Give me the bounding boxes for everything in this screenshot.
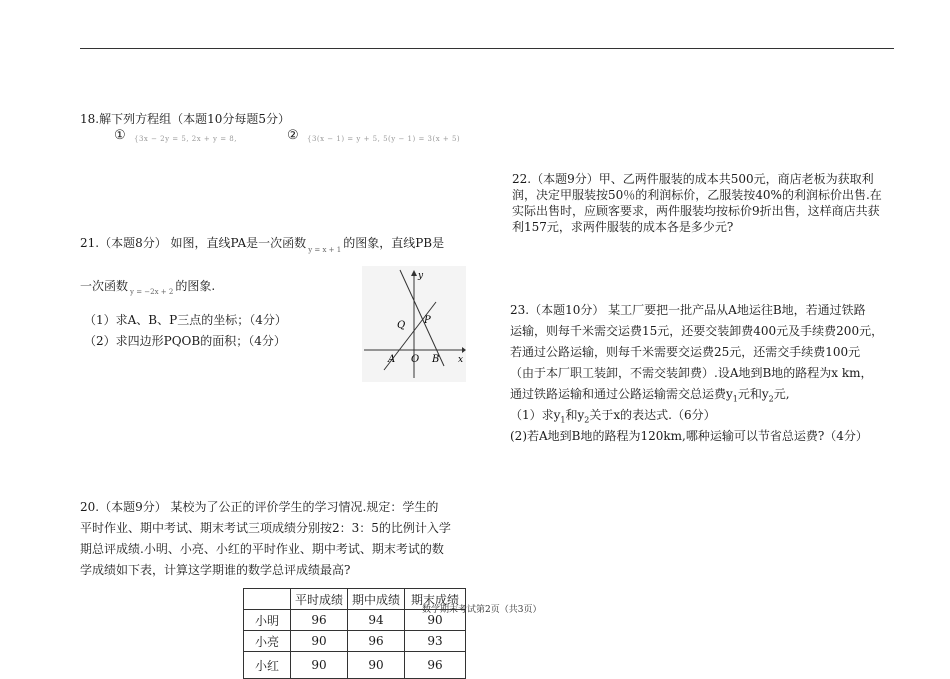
graph-point-a: A (388, 354, 396, 365)
q21-text-1a: 21.（本题8分） 如图，直线PA是一次函数 (80, 236, 307, 250)
table-cell: 小明 (244, 610, 291, 631)
q21-line-1 (80, 234, 445, 254)
page-footer: 数学期末考试第2页（共3页） (422, 605, 542, 615)
q21-graph (362, 266, 466, 382)
q18-system-2: {3(x − 1) = y + 5, 5(y − 1) = 3(x + 5) (307, 135, 461, 143)
q20-line-2: 平时作业、期中考试、期末考试三项成绩分别按2：3：5的比例计入学 (80, 521, 451, 535)
q21-part-2: （2）求四边形PQOB的面积；（4分） (84, 334, 286, 348)
graph-x-label: x (458, 355, 464, 365)
q23-line-3: 若通过公路运输，则每千米需要交运费25元，还需交手续费100元 (510, 345, 861, 359)
table-cell: 93 (405, 631, 466, 652)
top-rule (80, 48, 894, 49)
table-cell: 90 (348, 652, 405, 679)
table-cell: 90 (291, 652, 348, 679)
q22-line-2: 润，决定甲服装按50％的利润标价，乙服装按40%的利润标价出售.在 (512, 188, 882, 202)
q21-text-2a: 一次函数 (80, 279, 129, 293)
q22-line-4: 利157元，求两件服装的成本各是多少元? (512, 220, 734, 234)
q20-line-4: 学成绩如下表，计算这学期谁的数学总评成绩最高? (80, 563, 351, 577)
q23-line-5-b: 元和y (737, 387, 769, 401)
table-header-cell (244, 589, 291, 610)
graph-point-b: B (432, 354, 440, 365)
q21-formula-2: y = −2x + 2 (130, 288, 174, 296)
table-cell: 小红 (244, 652, 291, 679)
table-cell: 90 (405, 610, 466, 631)
q23-line-5-a: 通过铁路运输和通过公路运输需交总运费y (510, 387, 733, 401)
table-cell: 96 (291, 610, 348, 631)
graph-point-p: P (424, 315, 431, 326)
table-row (244, 631, 466, 652)
q23-part-1-c: 关于x的表达式.（6分） (589, 408, 716, 422)
q21-formula-1: y = x + 1 (308, 246, 342, 254)
q23-line-2: 运输，则每千米需交运费15元，还要交装卸费400元及手续费200元， (510, 324, 884, 338)
q21-part-1: （1）求A、B、P三点的坐标；（4分） (84, 313, 287, 327)
q23-line-4: （由于本厂职工装卸，不需交装卸费）.设A地到B地的路程为x km， (510, 366, 873, 380)
q21-text-1b: 的图象，直线PB是 (343, 236, 445, 250)
q23-part-1-sub-2: 2 (584, 415, 590, 425)
table-cell: 96 (405, 652, 466, 679)
table-cell: 90 (291, 631, 348, 652)
q23-part-1-sub-1: 1 (560, 415, 566, 425)
q21-text-2b: 的图象. (175, 279, 216, 293)
q18-label-1: ① (114, 128, 126, 143)
graph-point-o: O (411, 354, 420, 365)
q23-part-1-a: （1）求y (510, 408, 561, 422)
graph-point-q: Q (397, 320, 406, 331)
q21-line-2 (80, 277, 215, 294)
q23-sub-1: 1 (732, 394, 738, 404)
q23-part-1-b: 和y (565, 408, 585, 422)
q20-line-3: 期总评成绩.小明、小亮、小红的平时作业、期中考试、期末考试的数 (80, 542, 444, 556)
table-cell: 96 (348, 631, 405, 652)
table-row (244, 652, 466, 679)
q18-title: 18.解下列方程组（本题10分每题5分） (80, 112, 290, 126)
table-cell: 94 (348, 610, 405, 631)
table-header-cell: 平时成绩 (291, 589, 348, 610)
q20-line-1: 20.（本题9分） 某校为了公正的评价学生的学习情况.规定：学生的 (80, 500, 439, 514)
q23-sub-2: 2 (768, 394, 774, 404)
q23-line-1: 23.（本题10分） 某工厂要把一批产品从A地运往B地，若通过铁路 (510, 303, 866, 317)
q22-line-1: 22.（本题9分）甲、乙两件服装的成本共500元，商店老板为获取利 (512, 172, 874, 186)
q22-line-3: 实际出售时，应顾客要求，两件服装均按标价9折出售，这样商店共获 (512, 204, 880, 218)
q23-line-5-c: 元, (773, 387, 790, 401)
graph-y-label: y (418, 271, 424, 281)
q23-part-2: (2)若A地到B地的路程为120km,哪种运输可以节省总运费?（4分） (510, 429, 868, 443)
q18-label-2: ② (287, 128, 299, 143)
table-header-cell: 期末成绩 (405, 589, 466, 610)
table-cell: 小亮 (244, 631, 291, 652)
q18-system-1: {3x − 2y = 5, 2x + y = 8, (134, 135, 237, 143)
table-header-cell: 期中成绩 (348, 589, 405, 610)
